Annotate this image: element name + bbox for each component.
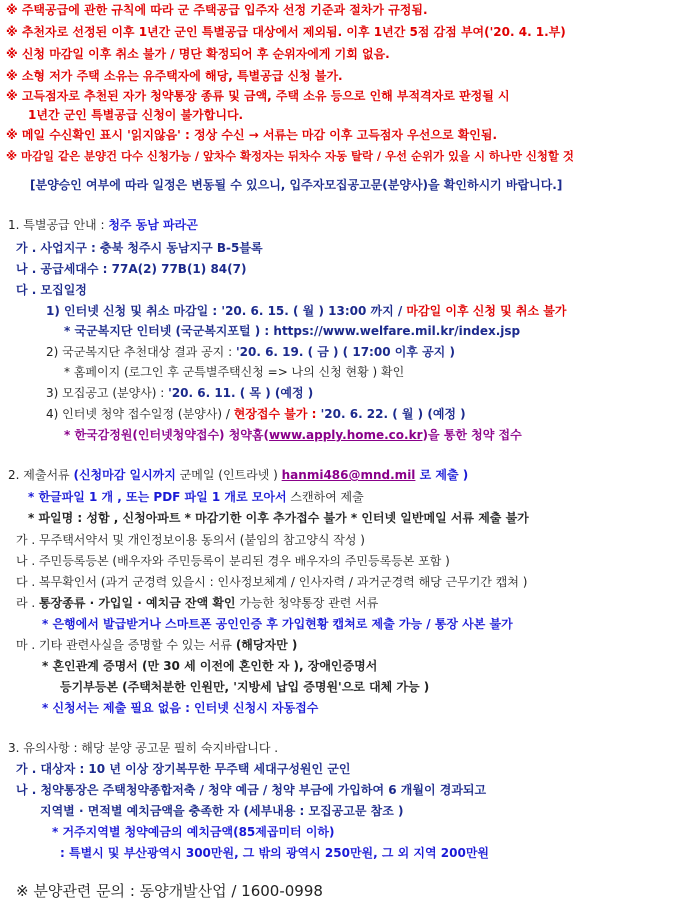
schedule-item-4-warning: 현장접수 불가 : [233, 407, 317, 421]
s2-item-ma-highlight: (해당자만 ) [235, 638, 298, 652]
submit-email-link[interactable]: hanmi486@mnd.mil [281, 468, 416, 482]
schedule-item-2 [46, 345, 455, 359]
schedule-item-1-warning: 마감일 이후 신청 및 취소 불가 [406, 304, 567, 318]
s2-item-ra-label: 라 . [16, 596, 40, 610]
section-1-label: 1. 특별공급 안내 : [8, 218, 109, 232]
apply-home-text-b: )을 통한 청약 접수 [422, 428, 522, 442]
schedule-item-1 [46, 304, 566, 318]
s2-item-ma-sub-3: * 신청서는 제출 필요 없음 : 인터넷 신청시 자동접수 [42, 701, 319, 715]
s2-item-ra-highlight: 통장종류 · 가입일 · 예치금 잔액 확인 [39, 596, 236, 610]
section-2-deadline: (신청마감 일시까지 [73, 468, 176, 482]
schedule-item-3 [46, 386, 313, 400]
schedule-item-2-date: '20. 6. 19. ( 금 ) ( 17:00 이후 공지 ) [235, 345, 455, 359]
schedule-item-4-date: '20. 6. 22. ( 월 ) (예정 ) [316, 407, 466, 421]
s2-item-ma-sub-1: * 혼인관계 증명서 (만 30 세 이전에 혼인한 자 ), 장애인증명서 [42, 659, 378, 673]
schedule-item-3-text: 3) 모집공고 (분양사) : [46, 386, 169, 400]
notice-line-1: ※ 주택공급에 관한 규칙에 따라 군 주택공급 입주자 선정 기준과 절차가 규정됨. [6, 3, 428, 17]
s2-note-1-highlight: * 한글파일 1 개 , 또는 PDF 파일 1 개로 모아서 [28, 490, 287, 504]
s2-note-2: * 파일명 : 성함 , 신청아파트 * 마감기한 이후 추가접수 불가 * 인터넷 일반메일 서류 제출 불가 [28, 511, 529, 525]
s2-note-1 [28, 490, 364, 504]
section-1-title [8, 218, 198, 232]
s2-item-ma [16, 638, 297, 652]
schedule-item-4-sub [64, 428, 522, 442]
schedule-item-1-text: 1) 인터넷 신청 및 취소 마감일 : '20. 6. 15. ( 월 ) 13:00 까지 / [46, 304, 407, 318]
schedule-item-1-sub: * 국군복지단 인터넷 (국군복지포털 ) : https://www.welfare.mil.kr/index.jsp [64, 324, 521, 338]
s3-item-na-3: * 거주지역별 청약예금의 예치금액(85제곱미터 이하) [52, 825, 335, 839]
s1-item-na: 나 . 공급세대수 : 77A(2) 77B(1) 84(7) [16, 262, 247, 276]
s1-item-ga: 가 . 사업지구 : 충북 청주시 동남지구 B-5블록 [16, 241, 263, 255]
schedule-item-4-text: 4) 인터넷 청약 접수일정 (분양사) / [46, 407, 234, 421]
s2-item-ra-rest: 가능한 청약통장 관련 서류 [235, 596, 379, 610]
s3-item-na-1: 나 . 청약통장은 주택청약종합저축 / 청약 예금 / 청약 부금에 가입하여 6 개월이 경과되고 [16, 783, 487, 797]
section-3-title: 3. 유의사항 : 해당 분양 공고문 필히 숙지바랍니다 . [8, 741, 279, 755]
notice-line-4: ※ 소형 저가 주택 소유는 유주택자에 해당, 특별공급 신청 불가. [6, 69, 343, 83]
s3-item-na-2: 지역별 · 면적별 예치금액을 충족한 자 (세부내용 : 모집공고문 참조 ) [40, 804, 404, 818]
notice-line-6: 1년간 군인 특별공급 신청이 불가합니다. [28, 108, 244, 122]
apartment-name: 청주 동남 파라곤 [108, 218, 198, 232]
s2-item-ra [16, 596, 378, 610]
notice-line-2: ※ 추천자로 선정된 이후 1년간 군인 특별공급 대상에서 제외됨. 이후 1년간 5점 감점 부여('20. 4. 1.부) [6, 25, 566, 39]
section-2-mail-text: 군메일 (인트라넷 ) [175, 468, 282, 482]
s2-note-1-rest: 스캔하여 제출 [286, 490, 364, 504]
contact-info: ※ 분양관련 문의 : 동양개발산업 / 1600-0998 [16, 882, 323, 900]
section-2-title-end: 로 제출 ) [415, 468, 469, 482]
apply-home-link[interactable]: www.apply.home.co.kr [268, 428, 423, 442]
s3-item-na-4: : 특별시 및 부산광역시 300만원, 그 밖의 광역시 250만원, 그 외 지역 200만원 [60, 846, 489, 860]
section-2-label: 2. 제출서류 [8, 468, 74, 482]
schedule-item-4 [46, 407, 466, 421]
s2-item-ma-sub-2: 등기부등본 (주택처분한 인원만, '지방세 납입 증명원'으로 대체 가능 ) [60, 680, 430, 694]
s3-item-ga: 가 . 대상자 : 10 년 이상 장기복무한 무주택 세대구성원인 군인 [16, 762, 351, 776]
s1-item-da: 다 . 모집일정 [16, 283, 87, 297]
s2-item-da: 다 . 복무확인서 (과거 군경력 있을시 : 인사정보체계 / 인사자력 / 과거군경력 해당 근무기간 캡쳐 ) [16, 575, 528, 589]
schedule-item-2-sub: * 홈페이지 (로그인 후 군특별주택신청 => 나의 신청 현황 ) 확인 [64, 365, 405, 379]
schedule-item-2-text: 2) 국군복지단 추천대상 결과 공지 : [46, 345, 236, 359]
notice-line-5: ※ 고득점자로 추천된 자가 청약통장 종류 및 금액, 주택 소유 등으로 인해 부적격자로 판정될 시 [6, 89, 510, 103]
notice-line-7: ※ 메일 수신확인 표시 '읽지않음' : 정상 수신 → 서류는 마감 이후 고득점자 우선으로 확인됨. [6, 128, 498, 142]
s2-item-na: 나 . 주민등록등본 (배우자와 주민등록이 분리된 경우 배우자의 주민등록등본 포함 ) [16, 554, 450, 568]
s2-item-ra-sub: * 은행에서 발급받거나 스마트폰 공인인증 후 가입현황 캡쳐로 제출 가능 / 통장 사본 불가 [42, 617, 513, 631]
s2-item-ga: 가 . 무주택서약서 및 개인정보이용 동의서 (붙임의 참고양식 작성 ) [16, 533, 365, 547]
schedule-item-3-date: '20. 6. 11. ( 목 ) (예정 ) [168, 386, 314, 400]
s2-item-ma-text: 마 . 기타 관련사실을 증명할 수 있는 서류 [16, 638, 236, 652]
notice-line-8: ※ 마감일 같은 분양건 다수 신청가능 / 앞차수 확정자는 뒤차수 자동 탈락 / 우선 순위가 있을 시 하나만 신청할 것 [6, 149, 574, 163]
section-2-title [8, 468, 468, 482]
notice-line-3: ※ 신청 마감일 이후 취소 불가 / 명단 확정되어 후 순위자에게 기회 없음. [6, 47, 390, 61]
schedule-notice: [분양승인 여부에 따라 일정은 변동될 수 있으니, 입주자모집공고문(분양사)을 확인하시기 바랍니다.] [30, 178, 563, 192]
apply-home-text-a: * 한국감정원(인터넷청약접수) 청약홈( [64, 428, 269, 442]
